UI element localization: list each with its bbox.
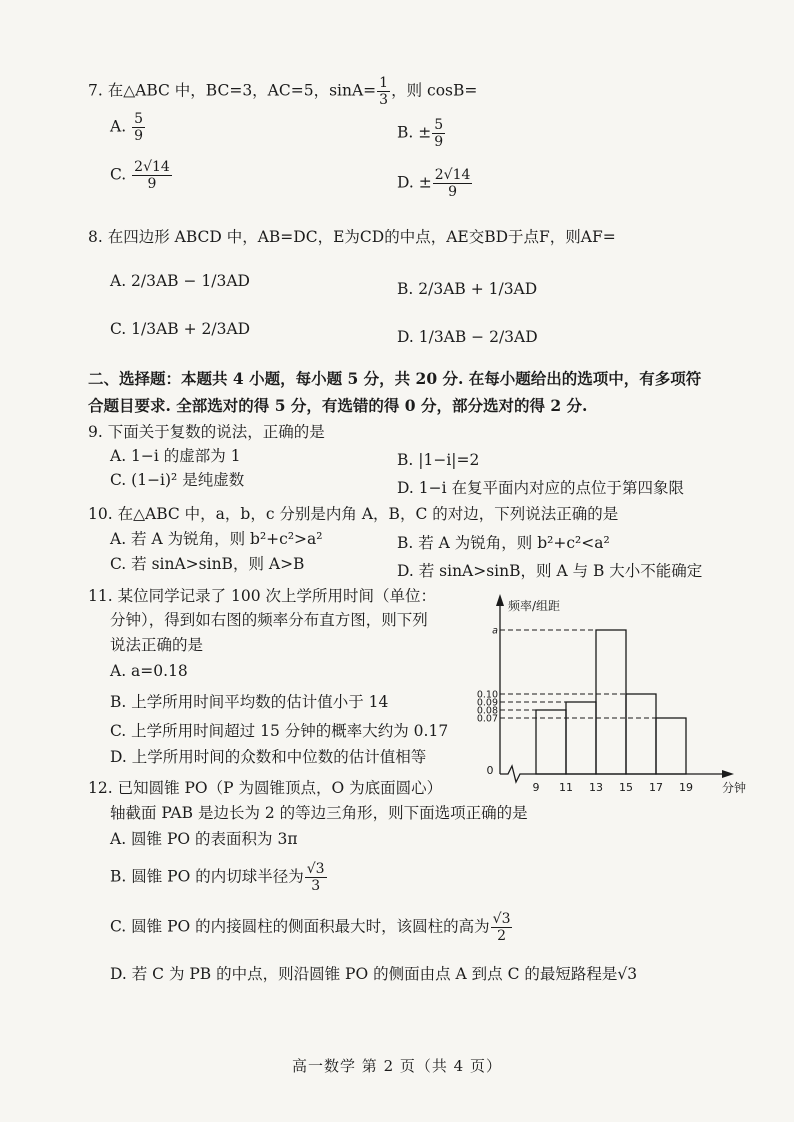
q7-option-b: B. ± $\frac{5}{9}$ — [397, 117, 444, 150]
q9-option-a: A. 1−i 的虚部为 1 — [110, 447, 241, 465]
x-tick-label: 19 — [679, 781, 693, 794]
q12-option-a: A. 圆锥 PO 的表面积为 3π — [110, 830, 298, 848]
q12-stem-line1: 12. 已知圆锥 PO（P 为圆锥顶点，O 为底面圆心） — [88, 779, 443, 797]
q10-option-c: C. 若 sinA>sinB，则 A>B — [110, 555, 305, 573]
q12-stem-line2: 轴截面 PAB 是边长为 2 的等边三角形，则下面选项正确的是 — [110, 804, 528, 822]
x-tick-label: 15 — [619, 781, 633, 794]
section2-line2: 合题目要求. 全部选对的得 5 分，有选错的得 0 分，部分选对的得 2 分. — [88, 396, 588, 415]
q7-stem-text: 7. 在△ABC 中，BC=3，AC=5，sinA= — [88, 81, 377, 100]
y-tick-label: 0.07 — [476, 713, 498, 725]
y-tick-label: 0.08 — [476, 705, 498, 717]
y-tick-label: 0.09 — [476, 697, 498, 709]
x-tick-label: 13 — [589, 781, 603, 794]
q9-option-d: D. 1−i 在复平面内对应的点位于第四象限 — [397, 479, 684, 497]
q11-option-a: A. a=0.18 — [110, 662, 188, 680]
page-footer: 高一数学 第 2 页（共 4 页） — [292, 1057, 502, 1075]
y-tick-label: 0.10 — [476, 689, 498, 701]
q8-option-c: C. 1/3AB + 2/3AD — [110, 320, 251, 338]
histogram-bar — [656, 718, 686, 774]
q10-stem: 10. 在△ABC 中，a，b，c 分别是内角 A，B，C 的对边，下列说法正确的是 — [88, 505, 619, 523]
q11-stem-line1: 11. 某位同学记录了 100 次上学所用时间（单位： — [88, 587, 437, 605]
q11-stem-line2: 分钟），得到如右图的频率分布直方图，则下列 — [110, 611, 428, 629]
q8-option-a: A. 2/3AB − 1/3AD — [110, 272, 250, 290]
q8-stem: 8. 在四边形 ABCD 中，AB=DC，E为CD的中点，AE交BD于点F，则AF= — [88, 228, 616, 246]
q8-option-d: D. 1/3AB − 2/3AD — [397, 328, 538, 346]
q12-option-b: B. 圆锥 PO 的内切球半径为 $\frac{√3}{3}$ — [110, 861, 325, 894]
q7-fraction: $\frac{1}{3}$ — [379, 75, 389, 108]
q7-option-d: D. ± $\frac{2√14}{9}$ — [397, 167, 471, 200]
x-tick-label: 9 — [532, 781, 540, 794]
x-axis-label: 分钟 — [722, 781, 747, 795]
x-tick-label: 11 — [559, 781, 573, 794]
q8-option-b: B. 2/3AB + 1/3AD — [397, 280, 538, 298]
frequency-histogram — [476, 588, 747, 798]
histogram-bar — [596, 630, 626, 774]
q7-option-a: A. $\frac{5}{9}$ — [110, 111, 143, 144]
q11-option-d: D. 上学所用时间的众数和中位数的估计值相等 — [110, 748, 427, 766]
histogram-marks — [477, 626, 693, 795]
q9-option-c: C. (1−i)² 是纯虚数 — [110, 471, 245, 489]
y-tick-label: a — [492, 625, 498, 637]
q12-option-d: D. 若 C 为 PB 的中点，则沿圆锥 PO 的侧面由点 A 到点 C 的最短路程是√3 — [110, 965, 638, 983]
q12-option-c: C. 圆锥 PO 的内接圆柱的侧面积最大时，该圆柱的高为 $\frac{√3}{2}$ — [110, 911, 511, 944]
q9-option-b: B. |1−i|=2 — [397, 451, 480, 469]
x-tick-label: 17 — [649, 781, 663, 794]
y-axis-label: 频率/组距 — [508, 599, 561, 613]
q10-option-d: D. 若 sinA>sinB，则 A 与 B 大小不能确定 — [397, 562, 703, 580]
origin-label: 0 — [486, 764, 494, 777]
section2-line1: 二、选择题：本题共 4 小题，每小题 5 分，共 20 分. 在每小题给出的选项中，有多项符 — [88, 369, 702, 388]
histogram-bar — [566, 702, 596, 774]
q11-stem-line3: 说法正确的是 — [110, 636, 204, 654]
q7-tail: ，则 cosB= — [391, 81, 478, 100]
q10-option-a: A. 若 A 为锐角，则 b²+c²>a² — [110, 530, 323, 548]
q7-stem — [88, 76, 477, 107]
q9-stem: 9. 下面关于复数的说法，正确的是 — [88, 423, 325, 441]
histogram-bar — [536, 710, 566, 774]
q7-option-c: C. $\frac{2√14}{9}$ — [110, 159, 170, 192]
histogram-bar — [626, 694, 656, 774]
q11-option-c: C. 上学所用时间超过 15 分钟的概率大约为 0.17 — [110, 722, 449, 740]
histogram-axes — [496, 594, 734, 782]
q11-option-b: B. 上学所用时间平均数的估计值小于 14 — [110, 693, 389, 711]
q10-option-b: B. 若 A 为锐角，则 b²+c²<a² — [397, 534, 610, 552]
